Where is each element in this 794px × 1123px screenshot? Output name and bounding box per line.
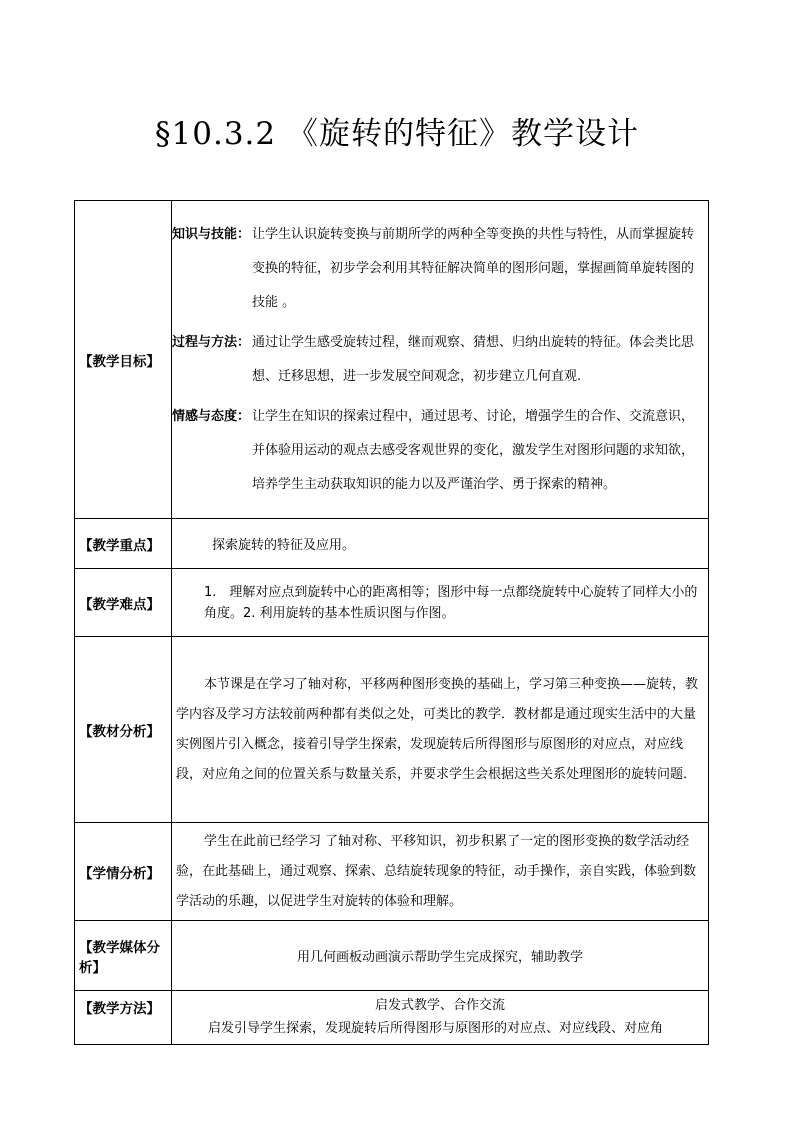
table-row bbox=[75, 637, 709, 823]
method-cell bbox=[172, 991, 709, 1045]
table-row bbox=[75, 991, 709, 1045]
goal-item bbox=[172, 218, 708, 320]
media-cell bbox=[172, 921, 709, 991]
goals-cell bbox=[172, 201, 709, 519]
media-text: 用几何画板动画演示帮助学生完成探究，辅助教学 bbox=[296, 950, 583, 965]
students-cell bbox=[172, 823, 709, 921]
row-label: 【教学方法】 bbox=[75, 991, 172, 1045]
row-label: 【教学目标】 bbox=[75, 201, 172, 519]
goal-key: 过程与方法： bbox=[172, 334, 251, 350]
material-text: 本节课是在学习了轴对称，平移两种图形变换的基础上，学习第三种变换——旋转，教学内容及学习方法较前两种都有类似之处，可类比的教学．教材都是通过现实生活中的大量实例图片引入概念，接着引导学生探索，发现旋转后所得图形与原图形的对应点，对应线段，对应角之间的位置关系与数量关系，并要求学生会根据这些关系处理图形的旋转问题． bbox=[176, 676, 699, 782]
table-row bbox=[75, 921, 709, 991]
table-row bbox=[75, 519, 709, 569]
row-label: 【学情分析】 bbox=[75, 823, 172, 921]
goal-item bbox=[172, 400, 708, 502]
goal-key: 知识与技能： bbox=[172, 226, 251, 242]
table-row bbox=[75, 569, 709, 637]
table-row bbox=[75, 823, 709, 921]
row-label: 【教学难点】 bbox=[75, 569, 172, 637]
goal-text: 让学生认识旋转变换与前期所学的两种全等变换的共性与特性，从而掌握旋转变换的特征，初步学会利用其特征解决简单的图形问题，掌握画简单旋转图的技能 。 bbox=[252, 226, 695, 310]
goal-item bbox=[172, 326, 708, 394]
page-title: §10.3.2 《旋转的特征》教学设计 bbox=[155, 116, 639, 152]
goal-text: 让学生在知识的探索过程中，通过思考、讨论，增强学生的合作、交流意识，并体验用运动的观点去感受客观世界的变化，激发学生对图形问题的求知欲，培养学生主动获取知识的能力以及严谨治学、勇于探索的精神。 bbox=[252, 408, 695, 492]
students-text: 学生在此前已经学习 了轴对称、平移知识，初步积累了一定的图形变换的数学活动经验，在此基础上，通过观察、探索、总结旋转现象的特征，动手操作，亲自实践，体验到数学活动的乐趣，以促进学生对旋转的体验和理解。 bbox=[176, 833, 697, 909]
key-cell bbox=[172, 519, 709, 569]
method-line-2: 启发引导学生探索，发现旋转后所得图形与原图形的对应点、对应线段、对应角 bbox=[208, 1021, 664, 1036]
material-cell bbox=[172, 637, 709, 823]
key-text: 探索旋转的特征及应用。 bbox=[212, 538, 356, 553]
lesson-plan-table bbox=[74, 200, 709, 1045]
difficulty-cell bbox=[172, 569, 709, 637]
row-label: 【教学媒体分析】 bbox=[75, 921, 172, 991]
method-line-1: 启发式教学、合作交流 bbox=[374, 998, 505, 1013]
table-row bbox=[75, 201, 709, 519]
difficulty-text: 1. 理解对应点到旋转中心的距离相等；图形中每一点都绕旋转中心旋转了同样大小的角度。2. 利用旋转的基本性质识图与作图。 bbox=[204, 584, 698, 621]
row-label: 【教材分析】 bbox=[75, 637, 172, 823]
row-label: 【教学重点】 bbox=[75, 519, 172, 569]
goal-key: 情感与态度： bbox=[172, 408, 251, 424]
goal-text: 通过让学生感受旋转过程，继而观察、猜想、归纳出旋转的特征。体会类比思想、迁移思想，进一步发展空间观念，初步建立几何直观. bbox=[252, 334, 695, 384]
